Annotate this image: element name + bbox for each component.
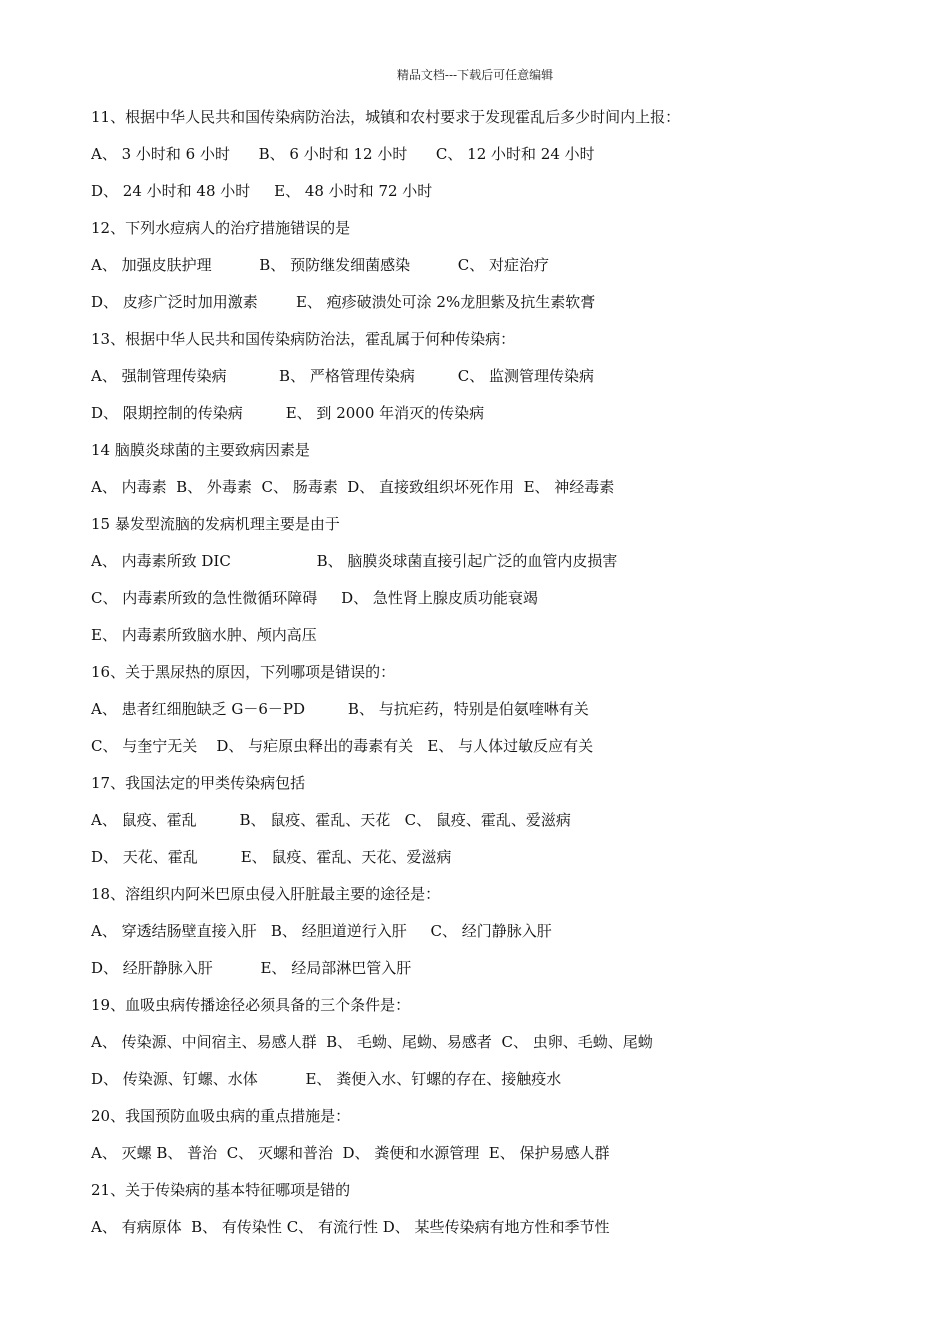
- question-21-stem: 21、关于传染病的基本特征哪项是错的: [91, 1181, 351, 1199]
- question-21-options: A、 有病原体 B、 有传染性 C、 有流行性 D、 某些传染病有地方性和季节性: [91, 1218, 610, 1236]
- question-12-options-ac: A、 加强皮肤护理 B、 预防继发细菌感染 C、 对症治疗: [91, 256, 550, 274]
- question-17-stem: 17、我国法定的甲类传染病包括: [91, 774, 306, 792]
- question-18-options-de: D、 经肝静脉入肝 E、 经局部淋巴管入肝: [91, 959, 412, 977]
- question-15-options-cd: C、 内毒素所致的急性微循环障碍 D、 急性肾上腺皮质功能衰竭: [91, 589, 538, 607]
- question-12-options-de: D、 皮疹广泛时加用激素 E、 疱疹破溃处可涂 2%龙胆紫及抗生素软膏: [91, 293, 596, 311]
- question-11-options-de: D、 24 小时和 48 小时 E、 48 小时和 72 小时: [91, 182, 433, 200]
- question-13-options-de: D、 限期控制的传染病 E、 到 2000 年消灭的传染病: [91, 404, 485, 422]
- question-13-options-ac: A、 强制管理传染病 B、 严格管理传染病 C、 监测管理传染病: [91, 367, 595, 385]
- question-17-options-ac: A、 鼠疫、霍乱 B、 鼠疫、霍乱、天花 C、 鼠疫、霍乱、爱滋病: [91, 811, 571, 829]
- question-12-stem: 12、下列水痘病人的治疗措施错误的是: [91, 219, 351, 237]
- question-15-stem: 15 暴发型流脑的发病机理主要是由于: [91, 515, 340, 533]
- question-19-options-de: D、 传染源、钉螺、水体 E、 粪便入水、钉螺的存在、接触疫水: [91, 1070, 562, 1088]
- question-19-options-ac: A、 传染源、中间宿主、易感人群 B、 毛蚴、尾蚴、易感者 C、 虫卵、毛蚴、尾蚴: [91, 1033, 653, 1051]
- question-14-options: A、 内毒素 B、 外毒素 C、 肠毒素 D、 直接致组织坏死作用 E、 神经毒素: [91, 478, 615, 496]
- question-list: [91, 99, 891, 1246]
- question-20-options: A、 灭螺 B、 普治 C、 灭螺和普治 D、 粪便和水源管理 E、 保护易感人群: [91, 1144, 610, 1162]
- question-15-options-ab: A、 内毒素所致 DIC B、 脑膜炎球菌直接引起广泛的血管内皮损害: [91, 552, 618, 570]
- question-11-stem: 11、根据中华人民共和国传染病防治法，城镇和农村要求于发现霍乱后多少时间内上报：: [91, 108, 681, 126]
- question-18-options-ac: A、 穿透结肠壁直接入肝 B、 经胆道逆行入肝 C、 经门静脉入肝: [91, 922, 552, 940]
- question-16-options-ce: C、 与奎宁无关 D、 与疟原虫释出的毒素有关 E、 与人体过敏反应有关: [91, 737, 594, 755]
- question-13-stem: 13、根据中华人民共和国传染病防治法，霍乱属于何种传染病：: [91, 330, 516, 348]
- question-11-options-ac: A、 3 小时和 6 小时 B、 6 小时和 12 小时 C、 12 小时和 24 小时: [91, 145, 595, 163]
- question-16-options-ab: A、 患者红细胞缺乏 G－6－PD B、 与抗疟药，特别是伯氨喹啉有关: [91, 700, 589, 718]
- question-15-option-e: E、 内毒素所致脑水肿、颅内高压: [91, 626, 317, 644]
- question-16-stem: 16、关于黑尿热的原因，下列哪项是错误的：: [91, 663, 396, 681]
- question-20-stem: 20、我国预防血吸虫病的重点措施是：: [91, 1107, 351, 1125]
- question-14-stem: 14 脑膜炎球菌的主要致病因素是: [91, 441, 310, 459]
- question-18-stem: 18、溶组织内阿米巴原虫侵入肝脏最主要的途径是：: [91, 885, 441, 903]
- question-19-stem: 19、血吸虫病传播途径必须具备的三个条件是：: [91, 996, 411, 1014]
- page-header: 精品文档---下载后可任意编辑: [396, 68, 554, 82]
- question-17-options-de: D、 天花、霍乱 E、 鼠疫、霍乱、天花、爱滋病: [91, 848, 452, 866]
